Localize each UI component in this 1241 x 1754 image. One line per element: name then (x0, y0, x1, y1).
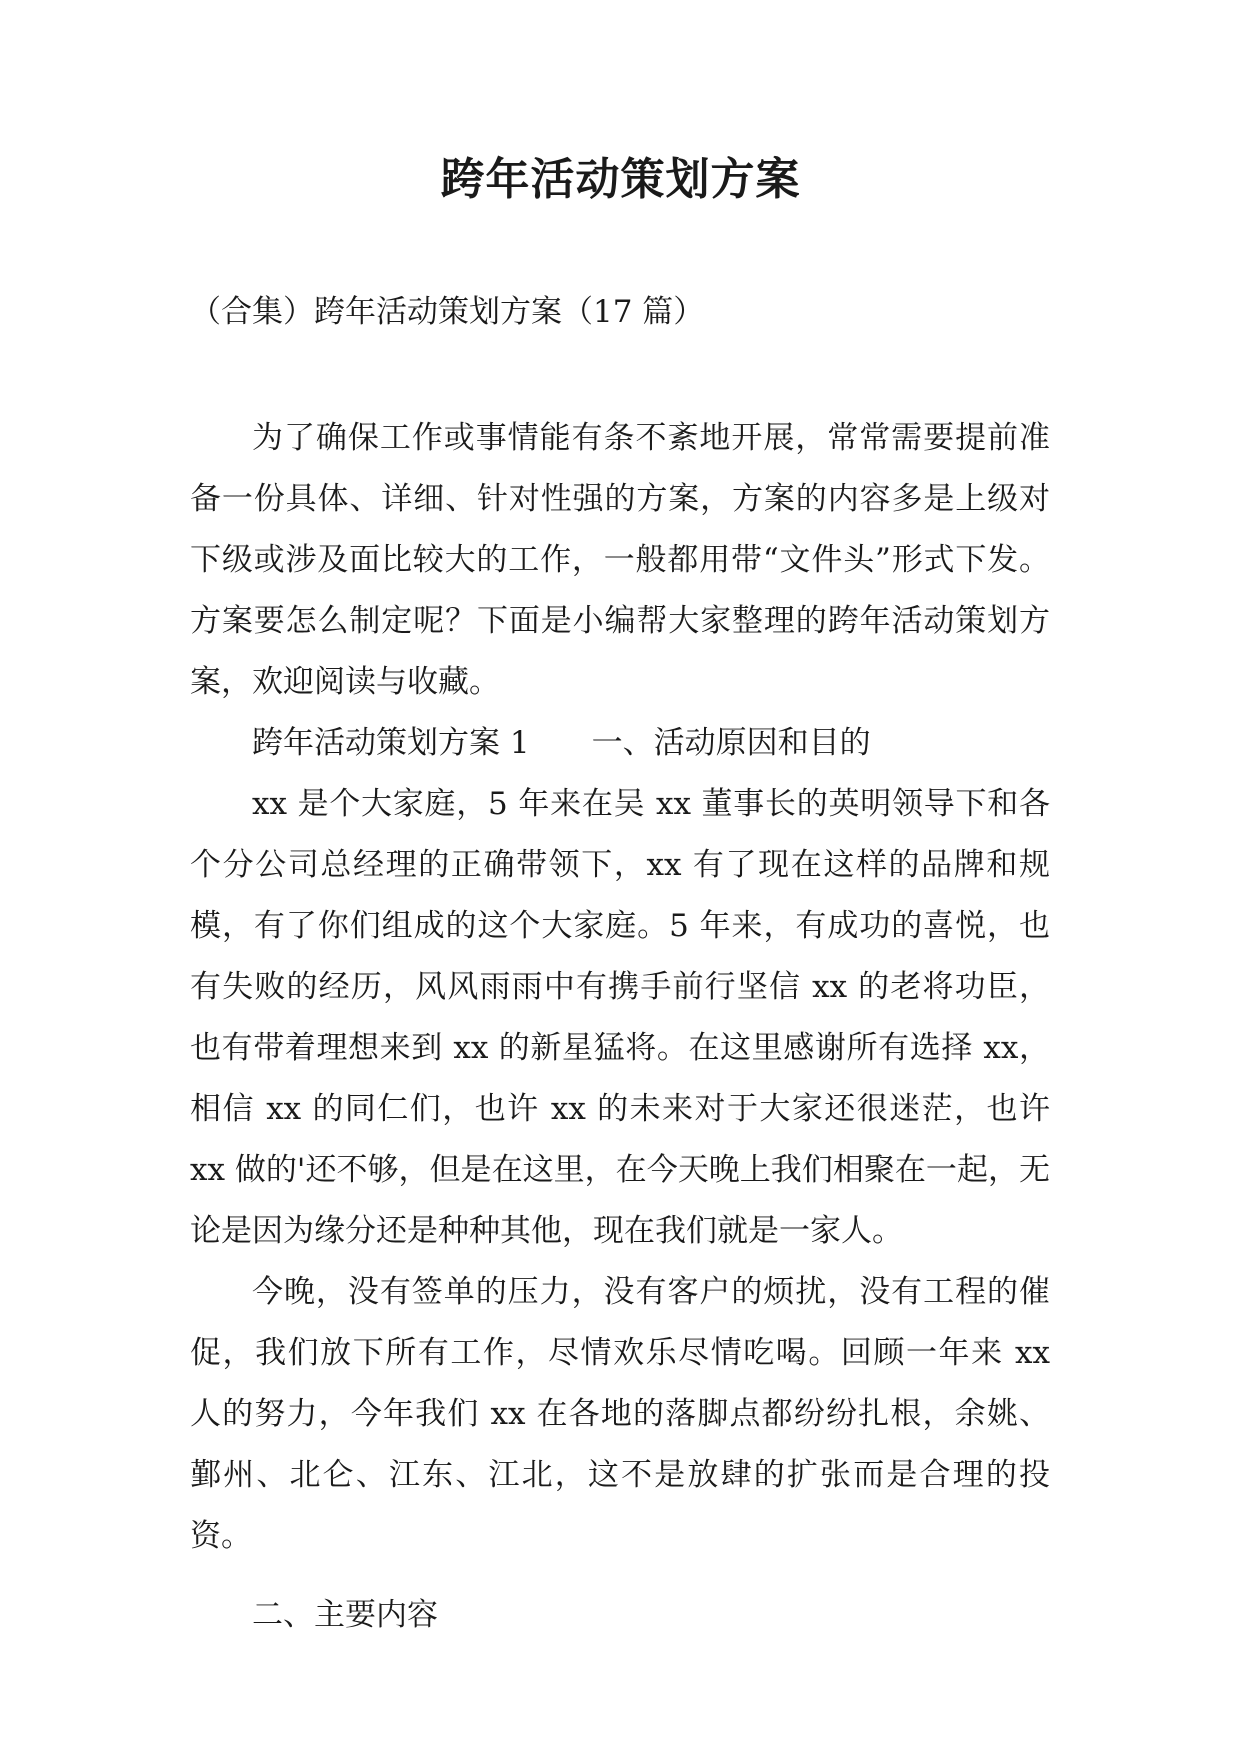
document-title: 跨年活动策划方案 (440, 154, 801, 205)
paragraph-company-intro: xx 是个大家庭，5 年来在吴 xx 董事长的英明领导下和各个分公司总经理的正确带领下，xx 有了现在这样的品牌和规模，有了你们组成的这个大家庭。5 年来，有成功的喜悦，也有失败的经历，风风雨雨中有携手前行坚信 xx 的老将功臣，也有带着理想来到 xx 的新星猛将。在这里感谢所有选择 xx，相信 xx 的同仁们，也许 xx 的未来对于大家还很迷茫，也许 xx 做的'还不够，但是在这里，在今天晚上我们相聚在一起，无论是因为缘分还是种种其他，现在我们就是一家人。 (190, 786, 1050, 1249)
paragraph-main-content-heading: 二、主要内容 (252, 1597, 438, 1633)
paragraph-section-heading: 跨年活动策划方案 1 一、活动原因和目的 (252, 725, 871, 761)
paragraph-tonight: 今晚，没有签单的压力，没有客户的烦扰，没有工程的催促，我们放下所有工作，尽情欢乐尽情吃喝。回顾一年来 xx 人的努力，今年我们 xx 在各地的落脚点都纷纷扎根，余姚、鄞州、北仑、江东、江北，这不是放肆的扩张而是合理的投资。 (190, 1274, 1050, 1554)
document-subtitle: （合集）跨年活动策划方案（17 篇） (190, 294, 705, 330)
paragraph-intro: 为了确保工作或事情能有条不紊地开展，常常需要提前准备一份具体、详细、针对性强的方案，方案的内容多是上级对下级或涉及面比较大的工作，一般都用带“文件头”形式下发。方案要怎么制定呢？下面是小编帮大家整理的跨年活动策划方案，欢迎阅读与收藏。 (190, 420, 1050, 700)
document-body (190, 408, 1050, 1646)
